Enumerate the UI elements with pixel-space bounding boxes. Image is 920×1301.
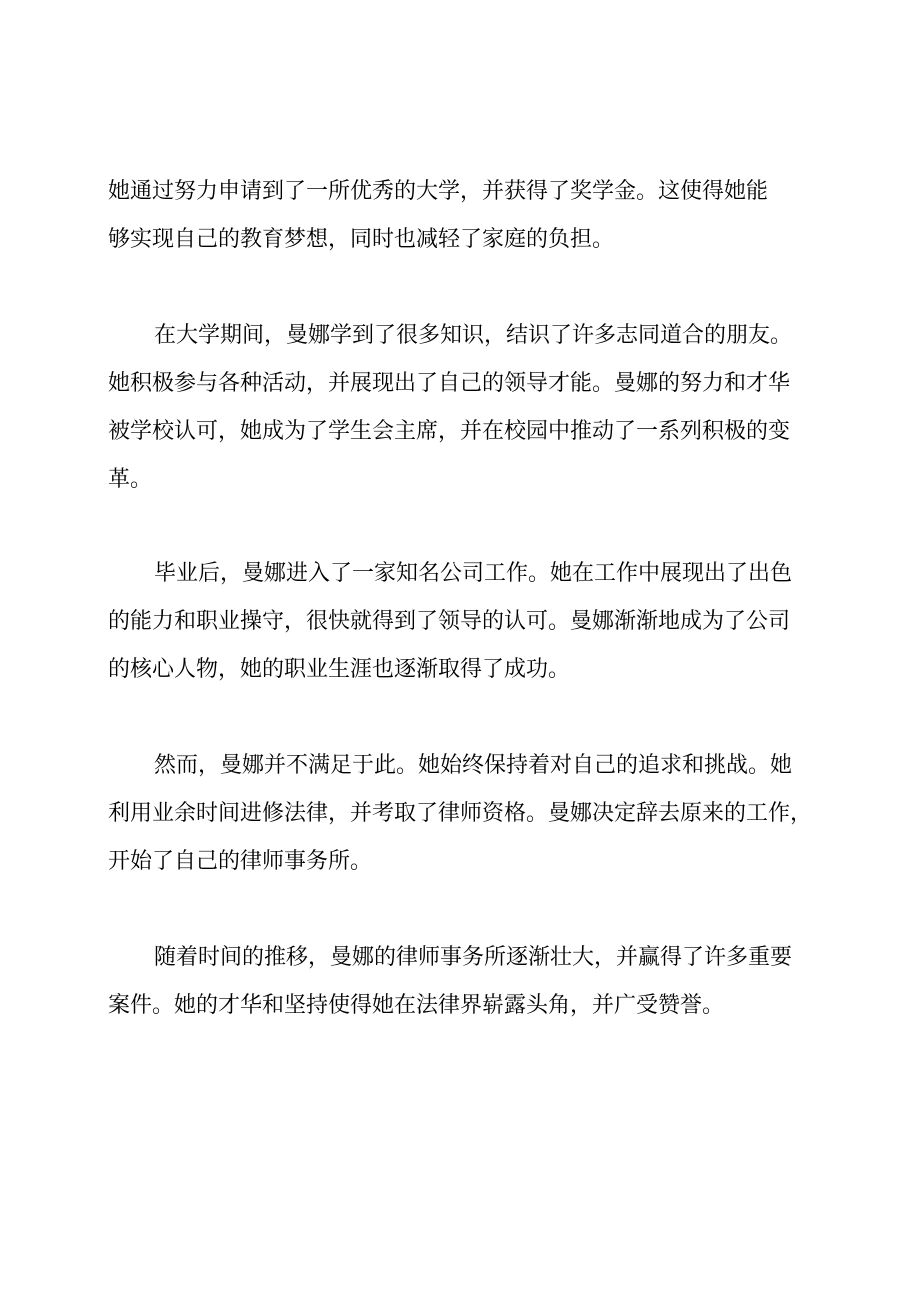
- paragraph-career: [108, 550, 838, 694]
- text-line: 随着时间的推移，曼娜的律师事务所逐渐壮大，并赢得了许多重要: [154, 945, 793, 970]
- text-line: 革。: [108, 467, 153, 492]
- text-line: 然而，曼娜并不满足于此。她始终保持着对自己的追求和挑战。她: [154, 753, 793, 778]
- paragraph-law-firm-success: [108, 934, 838, 1030]
- text-line: 她通过努力申请到了一所优秀的大学，并获得了奖学金。这使得她能: [108, 179, 769, 204]
- text-line: 被学校认可，她成为了学生会主席，并在校园中推动了一系列积极的变: [108, 419, 791, 444]
- paragraph-law-study: [108, 742, 838, 886]
- text-line: 够实现自己的教育梦想，同时也减轻了家庭的负担。: [108, 227, 615, 252]
- text-line: 的核心人物，她的职业生涯也逐渐取得了成功。: [108, 657, 571, 682]
- text-line: 在大学期间，曼娜学到了很多知识，结识了许多志同道合的朋友。: [154, 323, 793, 348]
- text-line: 毕业后，曼娜进入了一家知名公司工作。她在工作中展现出了出色: [154, 561, 793, 586]
- paragraph-university-life: [108, 312, 838, 504]
- text-line: 案件。她的才华和坚持使得她在法律界崭露头角，并广受赞誉。: [108, 993, 725, 1018]
- text-line: 她积极参与各种活动，并展现出了自己的领导才能。曼娜的努力和才华: [108, 371, 791, 396]
- text-line: 的能力和职业操守，很快就得到了领导的认可。曼娜渐渐地成为了公司: [108, 609, 791, 634]
- text-line: 开始了自己的律师事务所。: [108, 849, 373, 874]
- paragraph-university-admission: [108, 168, 838, 264]
- text-line: 利用业余时间进修法律，并考取了律师资格。曼娜决定辞去原来的工作，: [108, 801, 813, 826]
